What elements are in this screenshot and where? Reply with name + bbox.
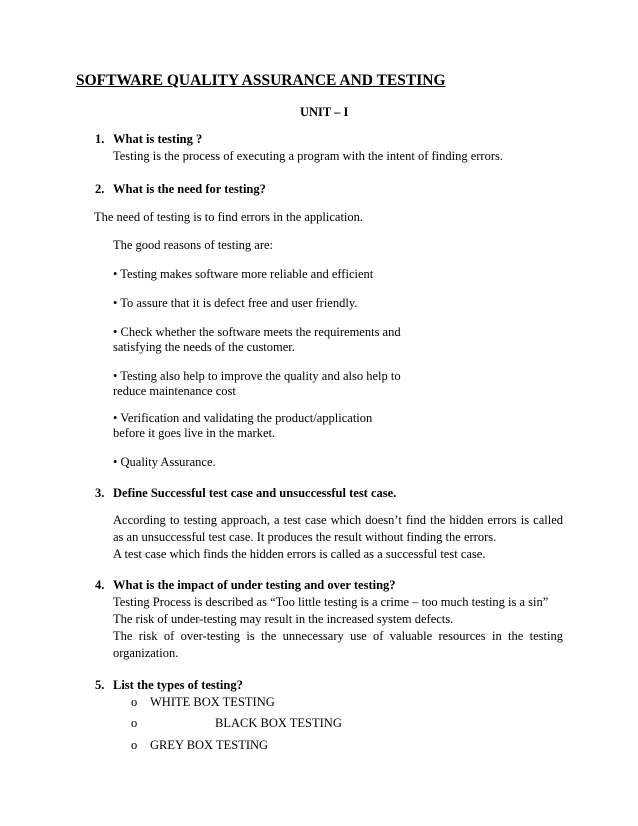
testing-type-item: GREY BOX TESTING (150, 738, 269, 752)
list-marker: o (131, 738, 138, 752)
q4-question: What is the impact of under testing and over testing? (113, 578, 396, 592)
q3-line: as an unsuccessful test case. It produces the result without finding the errors. (113, 530, 497, 544)
bullet-item: • To assure that it is defect free and user friendly. (113, 296, 358, 310)
list-marker: o (131, 695, 138, 709)
q3-question: Define Successful test case and unsuccessful test case. (113, 486, 397, 500)
bullet-item: • Check whether the software meets the requirements and (113, 325, 401, 339)
bullet-item: • Quality Assurance. (113, 455, 216, 469)
q5-number: 5. (95, 678, 105, 692)
bullet-item: • Testing also help to improve the quality and also help to (113, 369, 401, 383)
q1-question: What is testing ? (113, 132, 203, 146)
q3-line: A test case which finds the hidden errors is called as a successful test case. (113, 547, 486, 561)
q2-answer: The need of testing is to find errors in the application. (94, 210, 364, 224)
q4-line: The risk of over-testing is the unnecessary use of valuable resources in the testing (113, 629, 563, 643)
bullet-item: • Verification and validating the product/application (113, 411, 373, 425)
unit-heading: UNIT – I (300, 105, 349, 119)
q3-number: 3. (95, 486, 105, 500)
list-marker: o (131, 716, 138, 730)
q3-line: According to testing approach, a test case which doesn’t find the hidden errors is called (113, 513, 563, 527)
q2-reasons-intro: The good reasons of testing are: (113, 238, 274, 252)
bullet-item: • Testing makes software more reliable and efficient (113, 267, 374, 281)
bullet-item-continuation: before it goes live in the market. (113, 426, 276, 440)
q4-number: 4. (95, 578, 105, 592)
q1-answer: Testing is the process of executing a program with the intent of finding errors. (113, 149, 503, 163)
q4-line: The risk of under-testing may result in the increased system defects. (113, 612, 454, 626)
testing-type-item: WHITE BOX TESTING (150, 695, 275, 709)
q1-number: 1. (95, 132, 105, 146)
q2-question: What is the need for testing? (113, 182, 266, 196)
q4-line: organization. (113, 646, 179, 660)
q5-question: List the types of testing? (113, 678, 243, 692)
bullet-item-continuation: satisfying the needs of the customer. (113, 340, 295, 354)
q2-number: 2. (95, 182, 105, 196)
testing-type-item: BLACK BOX TESTING (215, 716, 342, 730)
document-title: SOFTWARE QUALITY ASSURANCE AND TESTING (76, 72, 446, 89)
bullet-item-continuation: reduce maintenance cost (113, 384, 236, 398)
q4-line: Testing Process is described as “Too little testing is a crime – too much testing is a sin” (113, 595, 549, 609)
